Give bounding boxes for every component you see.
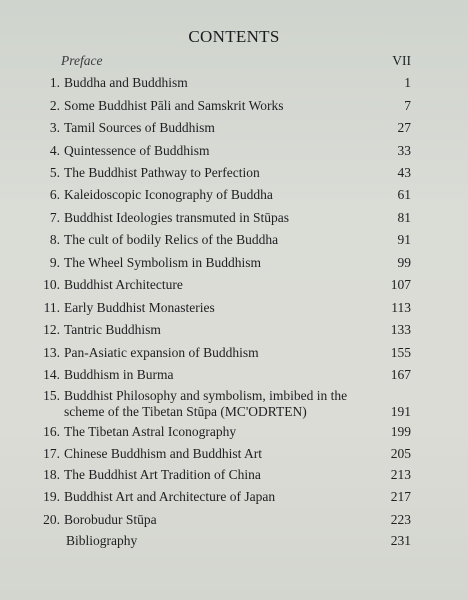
chapter-number: 12. (43, 322, 60, 337)
chapter-title (64, 489, 364, 505)
chapter-page: 27 (397, 120, 411, 135)
chapter-page: 43 (397, 165, 411, 180)
chapter-page: 99 (397, 255, 411, 270)
chapter-title-line: The Tibetan Astral Iconography (64, 424, 237, 439)
chapter-page: 191 (390, 404, 411, 419)
chapter-page: 217 (390, 489, 411, 504)
chapter-title-line: Tamil Sources of Buddhism (64, 120, 215, 135)
chapter-title (64, 512, 364, 528)
chapter-page: 113 (391, 300, 411, 315)
chapter-title (64, 75, 364, 91)
chapter-number: 17. (43, 446, 60, 461)
chapter-title-line: Borobudur Stūpa (64, 512, 157, 527)
preface-label: Preface (61, 53, 103, 68)
chapter-title-line: Buddhist Ideologies transmuted in Stūpas (64, 210, 289, 225)
chapter-title (64, 98, 364, 114)
chapter-title (64, 120, 364, 136)
chapter-title-line: The cult of bodily Relics of the Buddha (64, 232, 279, 247)
contents-title: CONTENTS (188, 27, 280, 46)
chapter-title-line: The Buddhist Pathway to Perfection (64, 165, 260, 180)
chapter-number: 11. (43, 300, 60, 315)
chapter-page: 213 (390, 467, 411, 482)
chapter-title (64, 367, 364, 383)
chapter-title-line: Buddhism in Burma (64, 367, 174, 382)
chapter-number: 10. (43, 277, 60, 292)
chapter-title (64, 467, 364, 483)
chapter-title (64, 187, 364, 203)
chapter-title (64, 232, 364, 248)
chapter-number: 14. (43, 367, 60, 382)
chapter-title-line: Chinese Buddhism and Buddhist Art (64, 446, 263, 461)
chapter-number: 3. (49, 120, 60, 135)
chapter-number: 15. (43, 388, 60, 403)
bibliography-page: 231 (390, 533, 411, 548)
chapter-title (64, 210, 364, 226)
chapter-page: 91 (397, 232, 411, 247)
chapter-title (64, 345, 364, 361)
chapter-number: 9. (49, 255, 60, 270)
chapter-title (64, 165, 364, 181)
chapter-number: 6. (49, 187, 60, 202)
chapter-title-line: Quintessence of Buddhism (64, 143, 210, 158)
bibliography-label: Bibliography (66, 533, 138, 548)
chapter-title-line: Early Buddhist Monasteries (64, 300, 215, 315)
chapter-page: 1 (404, 75, 411, 90)
chapter-page: 61 (397, 187, 411, 202)
chapter-number: 18. (43, 467, 60, 482)
chapter-title-line: Buddha and Buddhism (64, 75, 188, 90)
chapter-number: 4. (49, 143, 60, 158)
chapter-title-line: Buddhist Architecture (64, 277, 183, 292)
preface-page: VII (392, 53, 411, 68)
chapter-number: 19. (43, 489, 60, 504)
chapter-page: 199 (390, 424, 411, 439)
chapter-number: 8. (49, 232, 60, 247)
chapter-page: 81 (397, 210, 411, 225)
chapter-title-line: Buddhist Philosophy and symbolism, imbibed in the (64, 388, 348, 403)
chapter-title-line: Buddhist Art and Architecture of Japan (64, 489, 276, 504)
chapter-number: 20. (43, 512, 60, 527)
chapter-title-line: The Buddhist Art Tradition of China (64, 467, 261, 482)
chapter-title (64, 388, 364, 420)
chapter-title-line: Pan-Asiatic expansion of Buddhism (64, 345, 259, 360)
chapter-title (64, 255, 364, 271)
chapter-title-line: The Wheel Symbolism in Buddhism (64, 255, 261, 270)
chapter-title (64, 143, 364, 159)
chapter-page: 155 (390, 345, 411, 360)
chapter-title-line: scheme of the Tibetan Stūpa (MC'ODRTEN) (64, 404, 307, 419)
chapter-title-line: Tantric Buddhism (64, 322, 161, 337)
chapter-page: 133 (390, 322, 411, 337)
chapter-page: 205 (390, 446, 411, 461)
chapter-number: 7. (49, 210, 60, 225)
chapter-title (64, 322, 364, 338)
chapter-page: 107 (390, 277, 411, 292)
chapter-page: 7 (404, 98, 411, 113)
chapter-title (64, 446, 364, 462)
chapter-number: 1. (49, 75, 60, 90)
chapter-page: 33 (397, 143, 411, 158)
chapter-number: 13. (43, 345, 60, 360)
chapter-number: 16. (43, 424, 60, 439)
chapter-title (64, 300, 364, 316)
chapter-title-line: Kaleidoscopic Iconography of Buddha (64, 187, 273, 202)
chapter-page: 223 (390, 512, 411, 527)
chapter-page: 167 (390, 367, 411, 382)
chapter-title-line: Some Buddhist Pāli and Samskrit Works (64, 98, 284, 113)
chapter-number: 2. (49, 98, 60, 113)
chapter-title (64, 277, 364, 293)
chapter-title (64, 424, 364, 440)
chapter-number: 5. (49, 165, 60, 180)
